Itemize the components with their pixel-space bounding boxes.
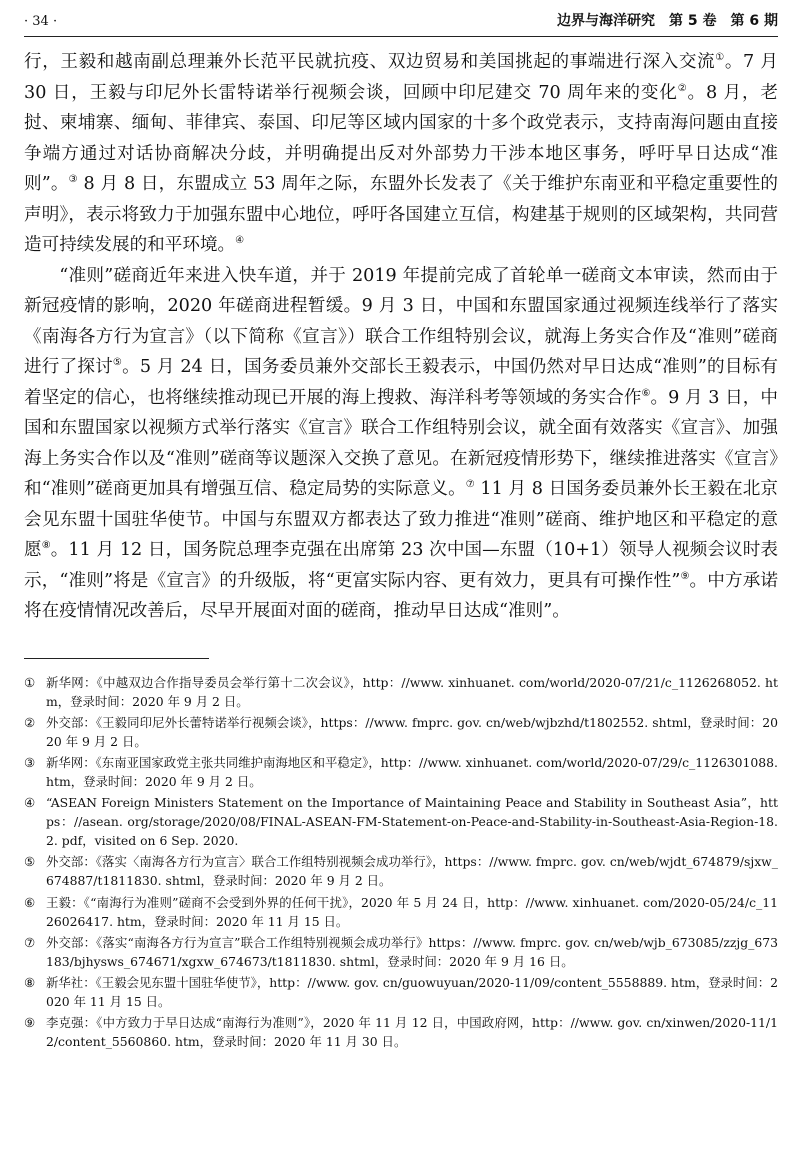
body-text: 行，王毅和越南副总理兼外长范平民就抗疫、双边贸易和美国挑起的事端进行深入交流 xyxy=(24,52,716,72)
journal-title: 边界与海洋研究 第 5 卷 第 6 期 xyxy=(557,13,778,29)
body-text: 。7 月 30 日，王毅与印尼外长雷特诺举行视频会谈，回顾中印尼建交 70 周年来的变化 xyxy=(24,52,778,103)
footnote-text: 王毅：《“南海行为准则”磋商不会受到外界的任何干扰》，2020 年 5 月 24 日，http：//www. xinhuanet. com/2020-05/24/c_1126026417. htm，登录时间：2020 年 11 月 15 日。 xyxy=(46,894,778,929)
footnote-divider xyxy=(24,658,209,659)
footnote-ref[interactable]: ① xyxy=(715,52,725,63)
body-text: 。8 月，老挝、柬埔寨、缅甸、菲律宾、泰国、印尼等区域内国家的十多个政党表示，支持南海问题由直接争端方通过对话协商解决分歧，并明确提出反对外部势力干涉本地区事务，呼吁早日达成“准则”。 xyxy=(24,82,779,194)
body-text: 。5 月 24 日，国务委员兼外交部长王毅表示，中国仍然对早日达成“准则”的目标有着坚定的信心，也将继续推动现已开展的海上搜救、海洋科考等领域的务实合作 xyxy=(24,357,778,408)
footnote-ref[interactable]: ② xyxy=(677,82,688,94)
footnote-ref[interactable]: ⑥ xyxy=(641,387,651,399)
footnote-text: 外交部：《落实“南海各方行为宣言”联合工作组特别视频会成功举行》https：//www. fmprc. gov. cn/web/wjb_673085/zzjg_673183/bjhysws_674671/xgxw_674673/t1811830. shtml，登录时间：2020 年 9 月 16 日。 xyxy=(46,934,778,969)
body-text: 。9 月 3 日，中国和东盟国家以视频方式举行落实《宣言》联合工作组特别会议，就全面有效落实《宣言》、加强海上务实合作以及“准则”磋商等议题深入交换了意见。在新冠疫情形势下，继续推进落实《宣言》和“准则”磋商更加具有增强互信、稳定局势的实际意义。 xyxy=(24,387,778,499)
footnote-mark: ① xyxy=(24,674,36,690)
footnote xyxy=(24,933,778,971)
footnote-text: 新华网：《东南亚国家政党主张共同维护南海地区和平稳定》，http：//www. xinhuanet. com/world/2020-07/29/c_1126301088. htm，登录时间：2020 年 9 月 2 日。 xyxy=(46,754,778,789)
body-text: 11 月 8 日国务委员兼外长王毅在北京会见东盟十国驻华使节。中国与东盟双方都表达了致力推进“准则”磋商、维护地区和平稳定的意愿 xyxy=(24,479,779,560)
body-text: 。中方承诺将在疫情情况改善后，尽早开展面对面的磋商，推动早日达成“准则”。 xyxy=(24,570,778,621)
footnotes xyxy=(24,673,778,1052)
body-text: 8 月 8 日，东盟成立 53 周年之际，东盟外长发表了《关于维护东南亚和平稳定重要性的声明》，表示将致力于加强东盟中心地位，呼吁各国建立互信，构建基于规则的区域架构，共同营造可持续发展的和平环境。 xyxy=(24,174,778,255)
footnote xyxy=(24,673,778,711)
footnote-mark: ④ xyxy=(24,795,36,811)
body-text: 。11 月 12 日，国务院总理李克强在出席第 23 次中国—东盟（10+1）领导人视频会议时表示，“准则”将是《宣言》的升级版，将“更富实际内容、更有效力，更具有可操作性” xyxy=(24,540,779,591)
article-body xyxy=(24,47,778,627)
footnote-mark: ② xyxy=(24,714,36,730)
footnote-text: 新华社：《王毅会见东盟十国驻华使节》，http：//www. gov. cn/guowuyuan/2020-11/09/content_5558889. htm，登录时间：2020 年 11 月 15 日。 xyxy=(46,974,778,1009)
footnote-ref[interactable]: ⑤ xyxy=(112,357,123,368)
footnote-ref[interactable]: ⑦ xyxy=(465,479,475,490)
footnote-mark: ⑥ xyxy=(24,894,36,910)
footnote-text: 外交部：《王毅同印尼外长蕾特诺举行视频会谈》，https：//www. fmprc. gov. cn/web/wjbzhd/t1802552. shtml，登录时间：2020 年 9 月 2 日。 xyxy=(46,714,778,749)
footnote-text: 新华网：《中越双边合作指导委员会举行第十二次会议》，http：//www. xinhuanet. com/world/2020-07/21/c_1126268052. htm，登录时间：2020 年 9 月 2 日。 xyxy=(46,674,778,709)
running-header xyxy=(24,10,778,37)
footnote-text: 外交部：《落实〈南海各方行为宣言〉联合工作组特别视频会成功举行》，https：//www. fmprc. gov. cn/web/wjdt_674879/sjxw_674887/t1811830. shtml，登录时间：2020 年 9 月 2 日。 xyxy=(46,854,778,889)
footnote xyxy=(24,852,778,890)
footnote-mark: ⑨ xyxy=(24,1015,36,1031)
footnote-ref[interactable]: ③ xyxy=(68,174,78,185)
footnote xyxy=(24,753,778,791)
footnote-ref[interactable]: ⑧ xyxy=(41,540,51,551)
footnote xyxy=(24,893,778,931)
footnote-mark: ⑦ xyxy=(24,934,36,950)
footnote xyxy=(24,1013,778,1051)
body-text: “准则”磋商近年来进入快车道，并于 2019 年提前完成了首轮单一磋商文本审读，然而由于新冠疫情的影响，2020 年磋商进程暂缓。9 月 3 日，中国和东盟国家通过视频连线举行了落实《南海各方行为宣言》（以下简称《宣言》）联合工作组特别会议，就海上务实合作及“准则”磋商进行了探讨 xyxy=(24,265,778,377)
footnote xyxy=(24,793,778,850)
footnote-ref[interactable]: ⑨ xyxy=(680,570,690,582)
paragraph-2 xyxy=(24,261,778,627)
footnote-mark: ③ xyxy=(24,754,36,770)
paragraph-1 xyxy=(24,47,778,261)
page-number: · 34 · xyxy=(24,14,58,29)
footnote xyxy=(24,713,778,751)
footnote-mark: ⑧ xyxy=(24,974,36,990)
footnote-ref[interactable]: ④ xyxy=(235,235,245,246)
footnote xyxy=(24,973,778,1011)
footnote-text: 李克强：《中方致力于早日达成“南海行为准则”》，2020 年 11 月 12 日，中国政府网，http：//www. gov. cn/xinwen/2020-11/12/content_5560860. htm，登录时间：2020 年 11 月 30 日。 xyxy=(46,1015,778,1050)
footnote-mark: ⑤ xyxy=(24,854,36,870)
footnote-text: “ASEAN Foreign Ministers Statement on the Importance of Maintaining Peace and Stability in Southeast Asia”，https：//asean. org/storage/2020/08/FINAL-ASEAN-FM-Statement-on-Peace-and-Stability-in-Southeast-Asia-Region-18. 2. pdf，visited on 6 Sep. 2020. xyxy=(46,795,778,849)
